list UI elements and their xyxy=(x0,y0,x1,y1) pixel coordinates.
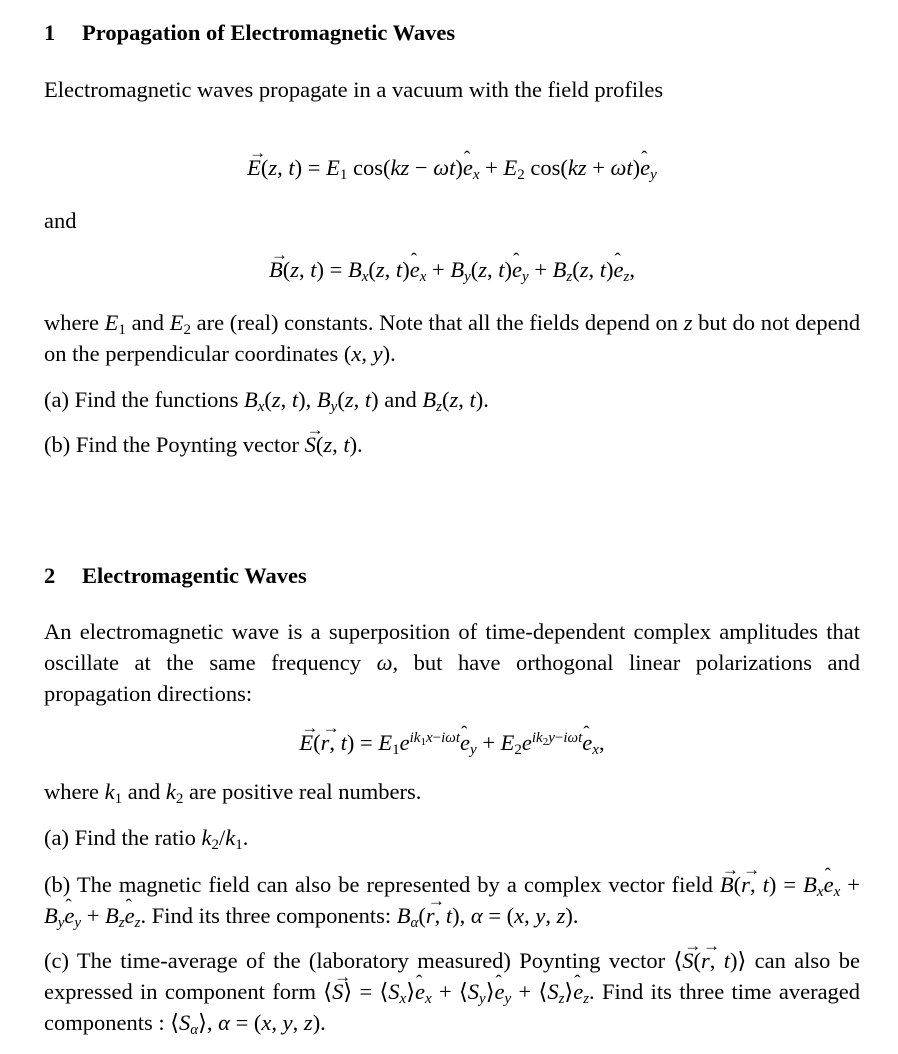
where-text-2: but do not depend on the perpendicular coordinates xyxy=(44,310,861,366)
section-2-intro: An electromagnetic wave is a superposition of time-dependent complex amplitudes that oscillate at the same frequency ω, but have orthogonal linear polarizations and propagation directions: xyxy=(44,619,861,706)
section-2-heading xyxy=(44,560,860,591)
section-2-part-b: (b) The magnetic field can also be represented by a complex vector field → B(→ r, $t) = B_xˆ$ $e_x$ + $B_yˆ$ $e_y$ + $B_zˆ$ $e_z$. Find its three components: $B_\alpha(\to r$, t), α = (x, y, z). xyxy=(44,869,860,931)
part-c-text: can also be expressed in component form xyxy=(44,948,860,1004)
section-number: 1 xyxy=(44,20,56,45)
equation-e-field: → E(z, $t) = E_1$ cos(kz − ωt)ˆ $e_x + E_2$ cos(kz + ωt)ˆ $e_y$ xyxy=(44,152,860,183)
intro-text: An electromagnetic wave is a superposition of time-dependent complex amplitudes that oscillate at the same frequency xyxy=(44,619,860,675)
part-a-label: (a) Find the functions xyxy=(44,387,239,412)
section-number: 2 xyxy=(44,563,56,588)
part-b-label: (b) Find the Poynting vector xyxy=(44,432,299,457)
and-word: and xyxy=(384,387,417,412)
section-1-part-a: (a) Find the functions $B_x(z$, t), $B_y(z$, t) and $B_z(z$, t). xyxy=(44,387,489,415)
part-b-text: Find its three components: xyxy=(151,903,392,928)
and-word: and xyxy=(131,310,165,335)
section-title: Electromagentic Waves xyxy=(82,563,307,588)
section-1-part-b: (b) Find the Poynting vector → S(z, t). xyxy=(44,429,860,460)
and-text: and xyxy=(44,208,77,233)
section-2-where: where $k_1$ and $k_2$ are positive real numbers. xyxy=(44,779,422,807)
intro-text-2: , but have orthogonal linear polarizations and propagation directions: xyxy=(44,650,861,706)
section-1-where: where $E_1$ and $E_2$ are (real) constants. Note that all the fields depend on z but do not depend on the perpendicular coordinates (x, y). xyxy=(44,310,861,366)
section-2-part-c: (c) The time-average of the (laboratory measured) Poynting vector ⟨→ S(→ r, t)⟩ can also be expressed in component form ⟨→ S⟩ = $⟨S_x⟩ˆ$ $e_x$ + $⟨S_y⟩ˆ$ $e_y$ + $⟨S_z⟩ˆ$ $e_z$. Find its three time averaged components : $⟨S_\alpha⟩$, α = (x, y, z). xyxy=(44,945,860,1038)
where-text: are (real) constants. Note that all the fields depend on xyxy=(196,310,679,335)
part-c-label: (c) The time-average of the (laboratory measured) Poynting vector xyxy=(44,948,666,973)
section-1-intro: Electromagnetic waves propagate in a vacuum with the field profiles xyxy=(44,77,664,102)
where-word: where xyxy=(44,779,99,804)
equation-e-complex: → E(→ r, $t) = E_1e^{ik_1x-i\omega t}ˆ$ $e_y$ + $E_2e^{ik_2y-i\omega t}ˆ$ $e_x$, xyxy=(44,727,860,758)
part-c-text-2: Find its three time averaged components : xyxy=(44,979,861,1035)
where-word: where xyxy=(44,310,99,335)
section-1-heading xyxy=(44,17,860,48)
where-text: are positive real numbers. xyxy=(188,779,422,804)
part-a-label: (a) Find the ratio xyxy=(44,825,196,850)
and-word: and xyxy=(127,779,161,804)
section-title: Propagation of Electromagnetic Waves xyxy=(82,20,456,45)
section-2-part-a: (a) Find the ratio $k_2/k_1$. xyxy=(44,825,249,853)
part-b-label: (b) The magnetic field can also be represented by a complex vector field xyxy=(44,872,713,897)
equation-b-field: → B(z, $t) = B_x(z$, t)ˆ $e_x + B_y(z$, t)ˆ $e_y + B_z(z$, t)ˆ $e_z$, xyxy=(44,254,860,285)
